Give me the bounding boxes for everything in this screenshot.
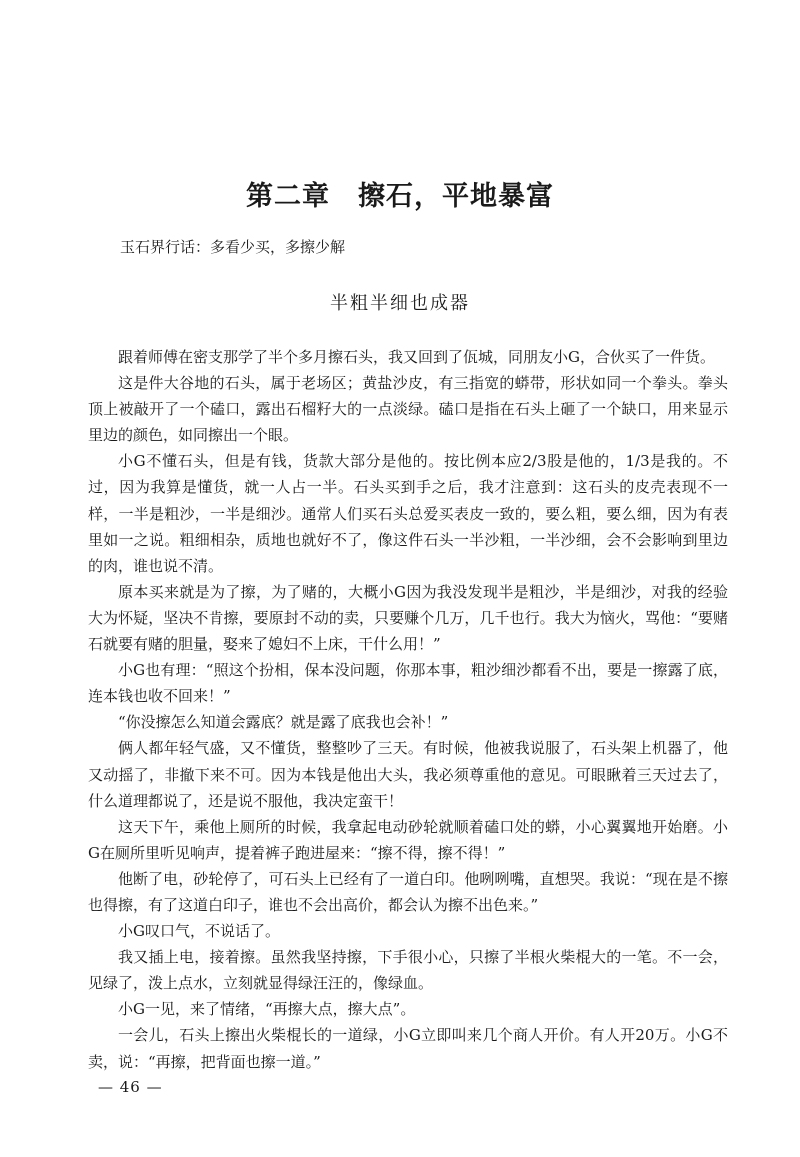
- paragraph: 小G不懂石头，但是有钱，货款大部分是他的。按比例本应2/3股是他的，1/3是我的。不过，因为我算是懂货，就一人占一半。石头买到手之后，我才注意到：这石头的皮壳表现不一样，一半是粗沙，一半是细沙。通常人们买石头总爱买表皮一致的，要么粗，要么细，因为有表里如一之说。粗细相杂，质地也就好不了，像这件石头一半沙粗，一半沙细，会不会影响到里边的肉，谁也说不清。: [88, 452, 728, 575]
- paragraph: 这天下午，乘他上厕所的时候，我拿起电动砂轮就顺着磕口处的蟒，小心翼翼地开始磨。小G在厕所里听见响声，提着裤子跑进屋来：“擦不得，擦不得！”: [88, 817, 728, 862]
- paragraph: 小G叹口气，不说话了。: [118, 922, 280, 941]
- chapter-title: 第二章 擦石，平地暴富: [246, 181, 554, 212]
- paragraph: 他断了电，砂轮停了，可石头上已经有了一道白印。他咧咧嘴，直想哭。我说：“现在是不擦也得擦，有了这道白印子，谁也不会出高价，都会认为擦不出色来。”: [88, 869, 728, 914]
- paragraph: 小G一见，来了情绪，“再擦大点，擦大点”。: [118, 1000, 416, 1019]
- section-title: 半粗半细也成器: [330, 293, 470, 314]
- page-number: — 46 —: [98, 1078, 163, 1096]
- paragraph: “你没擦怎么知道会露底？就是露了底我也会补！”: [118, 713, 449, 732]
- paragraph: 小G也有理：“照这个扮相，保本没问题，你那本事，粗沙细沙都看不出，要是一擦露了底，连本钱也收不回来！”: [88, 661, 728, 706]
- trade-saying: 玉石界行话：多看少买，多擦少解: [120, 238, 346, 256]
- paragraph: 俩人都年轻气盛，又不懂货，整整吵了三天。有时候，他被我说服了，石头架上机器了，他又动摇了，非撤下来不可。因为本钱是他出大头，我必须尊重他的意见。可眼瞅着三天过去了，什么道理都说了，还是说不服他，我决定蛮干！: [88, 739, 728, 810]
- paragraph: 一会儿，石头上擦出火柴棍长的一道绿，小G立即叫来几个商人开价。有人开20万。小G不卖，说：“再擦，把背面也擦一道。”: [88, 1026, 728, 1071]
- body-text: [88, 344, 728, 1075]
- paragraph: 跟着师傅在密支那学了半个多月擦石头，我又回到了佤城，同朋友小G，合伙买了一件货。: [118, 348, 715, 366]
- paragraph: 我又插上电，接着擦。虽然我坚持擦，下手很小心，只擦了半根火柴棍大的一笔。不一会，见绿了，泼上点水，立刻就显得绿汪汪的，像绿血。: [88, 948, 728, 993]
- paragraph: 原本买来就是为了擦，为了赌的，大概小G因为我没发现半是粗沙，半是细沙，对我的经验大为怀疑，坚决不肯擦，要原封不动的卖，只要赚个几万，几千也行。我大为恼火，骂他：“要赌石就要有赌的胆量，娶来了媳妇不上床，干什么用！”: [88, 582, 728, 654]
- paragraph: 这是件大谷地的石头，属于老场区；黄盐沙皮，有三指宽的蟒带，形状如同一个拳头。拳头顶上被敲开了一个磕口，露出石榴籽大的一点淡绿。磕口是指在石头上砸了一个缺口，用来显示里边的颜色，如同擦出一个眼。: [88, 374, 728, 445]
